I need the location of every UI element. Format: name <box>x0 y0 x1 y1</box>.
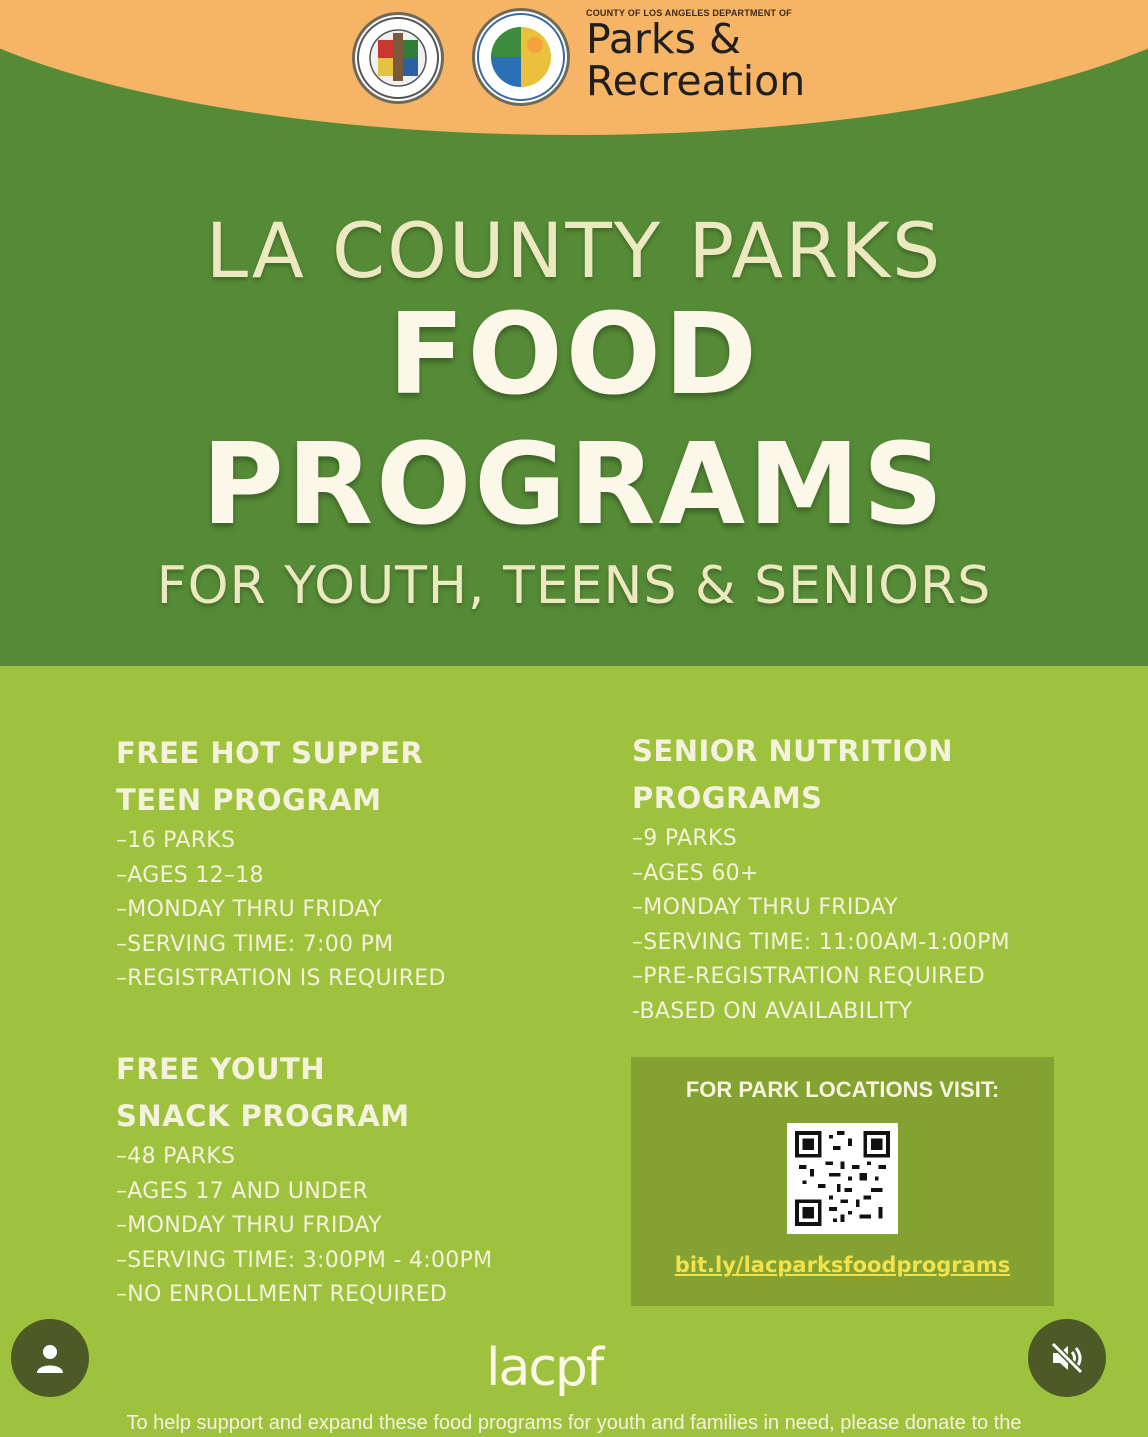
park-locations-title: FOR PARK LOCATIONS VISIT: <box>685 1077 1000 1102</box>
profile-button[interactable] <box>11 1319 89 1397</box>
list-item: –AGES 12–18 <box>116 862 264 888</box>
list-item: –9 PARKS <box>632 826 737 851</box>
youth-program-title-2: SNACK PROGRAM <box>116 1099 410 1133</box>
list-item: –MONDAY THRU FRIDAY <box>116 1213 382 1239</box>
list-item: -BASED ON AVAILABILITY <box>632 998 913 1024</box>
parks-recreation-seal <box>472 8 570 106</box>
lacpf-logo: lacpf <box>486 1338 603 1398</box>
title-line-3: PROGRAMS <box>201 420 947 550</box>
teen-program-section <box>116 730 446 997</box>
park-locations-box <box>631 1057 1054 1306</box>
department-name-line1: Parks & <box>586 15 741 63</box>
mute-button[interactable] <box>1028 1319 1106 1397</box>
teen-program-title-2: TEEN PROGRAM <box>116 783 382 817</box>
list-item: –PRE-REGISTRATION REQUIRED <box>632 964 985 990</box>
list-item: –SERVING TIME: 11:00AM-1:00PM <box>632 929 1010 955</box>
list-item: –NO ENROLLMENT REQUIRED <box>116 1282 448 1308</box>
teen-program-title-1: FREE HOT SUPPER <box>116 736 424 770</box>
user-icon <box>33 1341 67 1375</box>
senior-program-section <box>632 728 1010 1030</box>
title-line-2: FOOD <box>388 290 760 420</box>
list-item: –MONDAY THRU FRIDAY <box>632 895 898 921</box>
youth-program-section <box>116 1046 492 1313</box>
list-item: –REGISTRATION IS REQUIRED <box>116 966 446 992</box>
header-band <box>0 0 1148 135</box>
senior-program-title-2: PROGRAMS <box>632 781 823 815</box>
list-item: –MONDAY THRU FRIDAY <box>116 897 382 923</box>
muted-speaker-icon <box>1047 1338 1087 1378</box>
department-label: COUNTY OF LOS ANGELES DEPARTMENT OF <box>586 8 792 18</box>
youth-program-title-1: FREE YOUTH <box>116 1052 326 1086</box>
department-name-line2: Recreation <box>586 57 806 105</box>
list-item: –48 PARKS <box>116 1144 236 1169</box>
la-county-seal <box>352 12 444 104</box>
department-logo <box>586 8 806 105</box>
list-item: –AGES 60+ <box>632 860 759 886</box>
qr-code[interactable] <box>787 1123 898 1234</box>
list-item: –16 PARKS <box>116 828 236 853</box>
footer-text: To help support and expand these food programs for youth and families in need, please donate to the <box>126 1412 1022 1434</box>
park-locations-link[interactable]: bit.ly/lacparksfoodprograms <box>674 1253 1011 1277</box>
list-item: –SERVING TIME: 3:00PM - 4:00PM <box>116 1247 493 1273</box>
list-item: –AGES 17 AND UNDER <box>116 1178 369 1204</box>
title-line-1: LA COUNTY PARKS <box>205 206 943 295</box>
senior-program-title-1: SENIOR NUTRITION <box>632 734 954 768</box>
list-item: –SERVING TIME: 7:00 PM <box>116 931 394 957</box>
title-line-4: FOR YOUTH, TEENS & SENIORS <box>156 556 992 616</box>
